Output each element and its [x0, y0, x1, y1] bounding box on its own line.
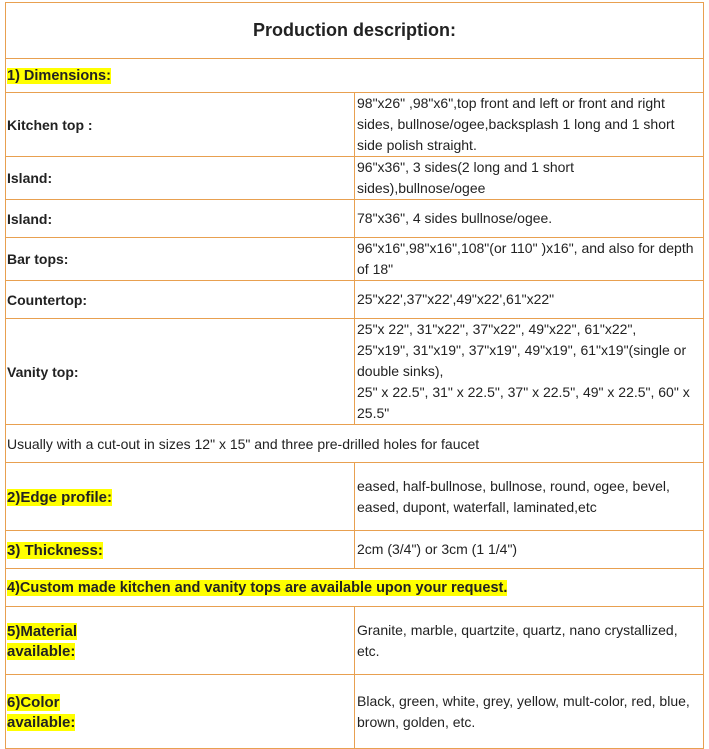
thickness-row: [6, 531, 704, 569]
cutout-note: Usually with a cut-out in sizes 12" x 15" and three pre-drilled holes for faucet: [6, 425, 704, 463]
vanity-line: 25"x19", 31"x19", 37"x19", 49"x19", 61"x19"(single or double sinks),: [357, 342, 687, 379]
table-title: Production description:: [6, 3, 704, 59]
row-value-island-2: 78"x36", 4 sides bullnose/ogee.: [355, 200, 704, 238]
row-value-bar-tops: 96"x16",98"x16",108"(or 110" )x16", and also for depth of 18": [355, 238, 704, 281]
table-row: [6, 238, 704, 281]
table-row: [6, 200, 704, 238]
row-value-kitchen-top: 98"x26" ,98"x6",top front and left or front and right sides, bullnose/ogee,backsplash 1 long and 1 short side polish straight.: [355, 93, 704, 157]
material-label-line2: available:: [7, 642, 76, 660]
row-label-bar-tops: Bar tops:: [6, 238, 355, 281]
cutout-note-row: [6, 425, 704, 463]
material-row: [6, 607, 704, 675]
edge-profile-label: 2)Edge profile:: [7, 488, 113, 506]
table-row: [6, 281, 704, 319]
row-value-island-1: 96"x36", 3 sides(2 long and 1 short sides),bullnose/ogee: [355, 157, 704, 200]
material-value: Granite, marble, quartzite, quartz, nano crystallized, etc.: [355, 607, 704, 675]
color-value: Black, green, white, grey, yellow, mult-color, red, blue, brown, golden, etc.: [355, 675, 704, 749]
dimensions-header-row: [6, 59, 704, 93]
vanity-line: 25"x 22", 31"x22", 37"x22", 49"x22", 61"x22",: [357, 321, 637, 337]
row-label-vanity-top: Vanity top:: [6, 319, 355, 425]
row-label-kitchen-top: Kitchen top :: [6, 93, 355, 157]
edge-profile-row: [6, 463, 704, 531]
table-row: [6, 319, 704, 425]
table-row: [6, 157, 704, 200]
dimensions-header: 1) Dimensions:: [7, 67, 111, 84]
title-row: [6, 3, 704, 59]
edge-profile-value: eased, half-bullnose, bullnose, round, ogee, bevel, eased, dupont, waterfall, laminated,etc: [355, 463, 704, 531]
row-value-vanity-top: [355, 319, 704, 425]
row-value-countertop: 25"x22',37"x22',49"x22',61"x22": [355, 281, 704, 319]
custom-note: 4)Custom made kitchen and vanity tops are available upon your request.: [7, 579, 508, 596]
row-label-island-2: Island:: [6, 200, 355, 238]
thickness-value: 2cm (3/4") or 3cm (1 1/4"): [355, 531, 704, 569]
thickness-label: 3) Thickness:: [7, 541, 103, 559]
vanity-line: 25" x 22.5", 31" x 22.5", 37" x 22.5", 49" x 22.5", 60" x 25.5": [357, 384, 690, 421]
table-row: [6, 93, 704, 157]
row-label-countertop: Countertop:: [6, 281, 355, 319]
production-description-table: [5, 2, 704, 749]
color-label-line2: available:: [7, 713, 76, 731]
color-label-line1: 6)Color: [7, 693, 60, 711]
color-row: [6, 675, 704, 749]
material-label-line1: 5)Material: [7, 622, 78, 640]
row-label-island-1: Island:: [6, 157, 355, 200]
custom-note-row: [6, 569, 704, 607]
